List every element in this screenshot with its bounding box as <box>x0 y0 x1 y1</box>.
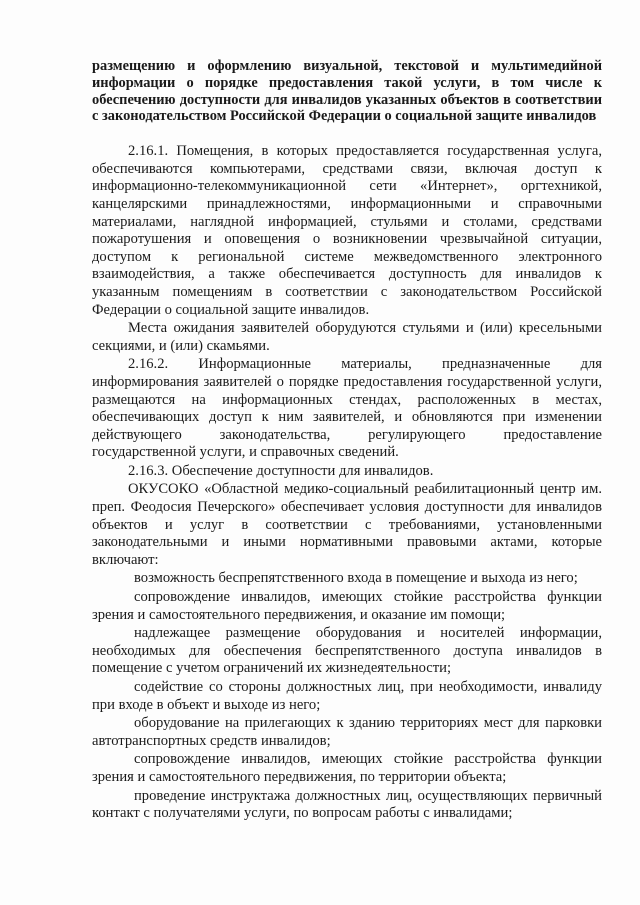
list-item: надлежащее размещение оборудования и носителей информации, необходимых для обеспечения беспрепятственного доступа инвалидов в помещение с учетом ограничений их жизнедеятельности; <box>92 625 602 677</box>
paragraph-2-16-2: 2.16.2. Информационные материалы, предназначенные для информирования заявителей о порядке предоставления государственной услуги, размещаются на информационных стендах, расположенных в местах, обеспечивающих доступ к ним заявителей, и обновляются при изменении действующего законодательства, регулирующего предоставление государственной услуги, и справочных сведений. <box>92 356 602 461</box>
paragraph-okusoko: ОКУСОКО «Областной медико-социальный реабилитационный центр им. преп. Феодосия Печерского» обеспечивает условия доступности для инвалидов объектов и услуг в соответствии с требованиями, установленными законодательными и иными нормативными правовыми актами, которые включают: <box>92 481 602 568</box>
list-item: сопровождение инвалидов, имеющих стойкие расстройства функции зрения и самостоятельного передвижения, и оказание им помощи; <box>92 589 602 623</box>
list-item: возможность беспрепятственного входа в помещение и выхода из него; <box>134 570 578 587</box>
section-heading: размещению и оформлению визуальной, текстовой и мультимедийной информации о порядке предоставления такой услуги, в том числе к обеспечению доступности для инвалидов указанных объектов в соответствии с законодательством Российской Федерации о социальной защите инвалидов <box>92 58 602 125</box>
paragraph-2-16-1: 2.16.1. Помещения, в которых предоставляется государственная услуга, обеспечиваются компьютерами, средствами связи, включая доступ к информационно-телекоммуникационной сети «Интернет», оргтехникой, канцелярскими принадлежностями, информационными и справочными материалами, наглядной информацией, стульями и столами, средствами пожаротушения и оповещения о возникновении чрезвычайной ситуации, доступом к региональной системе межведомственного электронного взаимодействия, а также обеспечивается доступность для инвалидов к указанным помещениям в соответствии с законодательством Российской Федерации о социальной защите инвалидов. <box>92 143 602 318</box>
list-item: сопровождение инвалидов, имеющих стойкие расстройства функции зрения и самостоятельного передвижения, по территории объекта; <box>92 751 602 785</box>
list-item: оборудование на прилегающих к зданию территориях мест для парковки автотранспортных средств инвалидов; <box>92 715 602 749</box>
paragraph-2-16-3: 2.16.3. Обеспечение доступности для инвалидов. <box>128 462 434 479</box>
paragraph-waiting-places: Места ожидания заявителей оборудуются стульями и (или) кресельными секциями, и (или) скамьями. <box>92 320 602 354</box>
list-item: содействие со стороны должностных лиц, при необходимости, инвалиду при входе в объект и выходе из него; <box>92 679 602 713</box>
list-item: проведение инструктажа должностных лиц, осуществляющих первичный контакт с получателями услуги, по вопросам работы с инвалидами; <box>92 787 602 822</box>
